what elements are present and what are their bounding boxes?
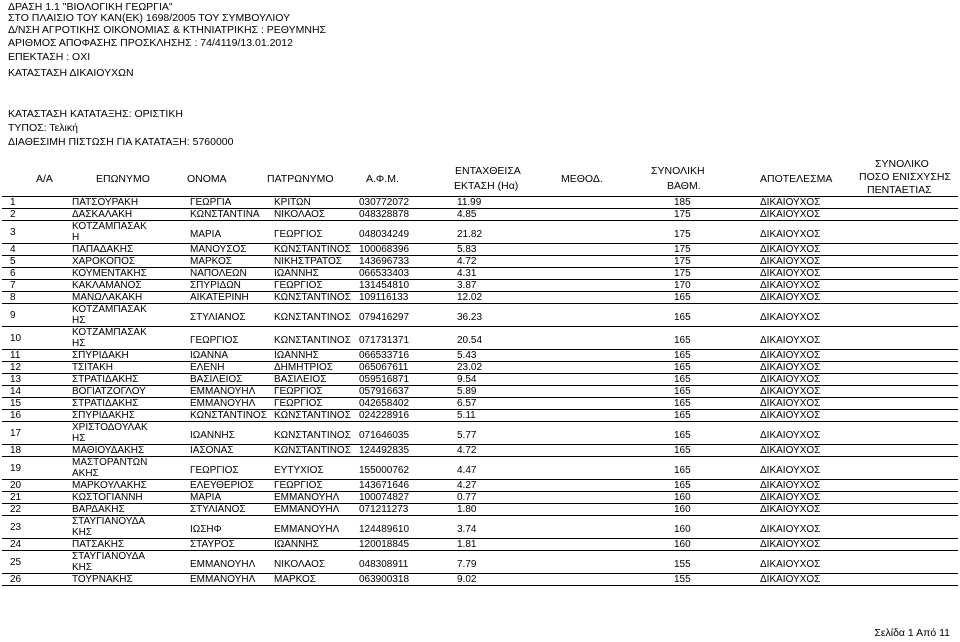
cell-result: ΔΙΚΑΙΟΥΧΟΣ: [760, 280, 821, 291]
cell-surname: ΤΣΙΤΑΚΗ: [72, 362, 113, 373]
cell-surname-line: Η: [72, 232, 80, 243]
cell-surname: [72, 551, 145, 573]
cell-result: ΔΙΚΑΙΟΥΧΟΣ: [760, 362, 821, 373]
cell-aa: 20: [10, 480, 22, 491]
cell-name: ΓΕΩΡΓΙΑ: [190, 197, 232, 208]
cell-area: 36.23: [457, 312, 483, 323]
cell-result: ΔΙΚΑΙΟΥΧΟΣ: [760, 504, 821, 515]
cell-afm: 066533716: [359, 350, 410, 361]
cell-father: ΝΙΚΟΛΑΟΣ: [274, 209, 326, 220]
cell-name: ΜΑΝΟΥΣΟΣ: [190, 244, 247, 255]
cell-area: 1.80: [457, 504, 477, 515]
cell-name: ΜΑΡΙΑ: [190, 229, 222, 240]
cell-area: 4.85: [457, 209, 477, 220]
cell-afm: 071211273: [359, 504, 409, 515]
col-name-header: ΟΝΟΜΑ: [187, 173, 227, 185]
cell-score: 165: [674, 312, 691, 323]
cell-surname-line: ΚΗΣ: [72, 562, 93, 573]
cell-name: ΓΕΩΡΓΙΟΣ: [190, 335, 239, 346]
cell-result: ΔΙΚΑΙΟΥΧΟΣ: [760, 465, 821, 476]
cell-father: ΝΙΚΟΛΑΟΣ: [274, 559, 326, 570]
cell-afm: 071646035: [359, 430, 410, 441]
cell-surname: ΚΩΣΤΟΓΙΑΝΝΗ: [72, 492, 143, 503]
cell-score: 165: [674, 350, 691, 361]
row-divider: [2, 515, 958, 516]
cell-name: ΚΩΝΣΤΑΝΤΙΝΟΣ: [190, 410, 267, 421]
cell-surname: ΣΠΥΡΙΔΑΚΗΣ: [72, 410, 135, 421]
cell-afm: 155000762: [359, 465, 410, 476]
cell-result: ΔΙΚΑΙΟΥΧΟΣ: [760, 524, 821, 535]
cell-result: ΔΙΚΑΙΟΥΧΟΣ: [760, 197, 821, 208]
cell-aa: 13: [10, 374, 22, 385]
cell-area: 12.02: [457, 292, 483, 303]
cell-surname: ΧΑΡΟΚΟΠΟΣ: [72, 256, 136, 267]
cell-area: 21.82: [457, 229, 483, 240]
cell-score: 160: [674, 492, 691, 503]
cell-father: ΓΕΩΡΓΙΟΣ: [274, 398, 323, 409]
cell-afm: 042658402: [359, 398, 410, 409]
cell-score: 160: [674, 539, 691, 550]
cell-area: 5.11: [457, 410, 476, 421]
col-afm-header: Α.Φ.Μ.: [366, 173, 399, 185]
cell-surname: ΤΟΥΡΝΑΚΗΣ: [72, 574, 133, 585]
cell-result: ΔΙΚΑΙΟΥΧΟΣ: [760, 398, 821, 409]
cell-name: ΣΤΑΥΡΟΣ: [190, 539, 235, 550]
cell-father: ΙΩΑΝΝΗΣ: [274, 350, 319, 361]
cell-father: ΓΕΩΡΓΙΟΣ: [274, 386, 323, 397]
cell-aa: 3: [10, 227, 16, 238]
cell-aa: 1: [10, 197, 16, 208]
cell-score: 175: [674, 256, 691, 267]
cell-name: ΣΠΥΡΙΔΩΝ: [190, 280, 241, 291]
cell-name: ΜΑΡΚΟΣ: [190, 256, 232, 267]
cell-surname: ΣΤΡΑΤΙΔΑΚΗΣ: [72, 398, 139, 409]
cell-name: ΚΩΝΣΤΑΝΤΙΝΑ: [190, 209, 260, 220]
cell-aa: 2: [10, 209, 16, 220]
cell-surname-line: ΚΟΤΖΑΜΠΑΣΑΚ: [72, 327, 147, 338]
col-area-header-2: ΕΚΤΑΣΗ (Ηα): [454, 180, 519, 192]
cell-afm: 030772072: [359, 197, 410, 208]
cell-score: 160: [674, 524, 691, 535]
col-score-header-2: ΒΑΘΜ.: [667, 180, 701, 192]
cell-surname: ΔΑΣΚΑΛΑΚΗ: [72, 209, 133, 220]
cell-name: ΓΕΩΡΓΙΟΣ: [190, 465, 239, 476]
cell-afm: 100074827: [359, 492, 410, 503]
cell-name: ΕΜΜΑΝΟΥΗΛ: [190, 386, 256, 397]
cell-afm: 048308911: [359, 559, 409, 570]
cell-surname: ΠΑΤΣΟΥΡΑΚΗ: [72, 197, 139, 208]
cell-name: ΙΩΑΝΝΑ: [190, 350, 229, 361]
cell-afm: 048034249: [359, 229, 410, 240]
cell-father: ΓΕΩΡΓΙΟΣ: [274, 480, 323, 491]
cell-aa: 16: [10, 410, 22, 421]
cell-father: ΚΩΝΣΤΑΝΤΙΝΟΣ: [274, 445, 351, 456]
page-number: Σελίδα 1 Από 11: [874, 627, 950, 639]
cell-area: 4.27: [457, 480, 477, 491]
header-line-4: ΑΡΙΘΜΟΣ ΑΠΟΦΑΣΗΣ ΠΡΟΣΚΛΗΣΗΣ : 74/4119/13.01.2012: [8, 37, 293, 49]
cell-result: ΔΙΚΑΙΟΥΧΟΣ: [760, 559, 821, 570]
cell-name: ΒΑΣΙΛΕΙΟΣ: [190, 374, 243, 385]
cell-aa: 11: [10, 350, 21, 361]
cell-result: ΔΙΚΑΙΟΥΧΟΣ: [760, 312, 821, 323]
col-amount-header-3: ΠΕΝΤΑΕΤΙΑΣ: [867, 184, 932, 196]
cell-aa: 4: [10, 244, 16, 255]
cell-score: 165: [674, 480, 691, 491]
cell-afm: 100068396: [359, 244, 410, 255]
cell-father: ΚΩΝΣΤΑΝΤΙΝΟΣ: [274, 335, 351, 346]
cell-surname-line: ΜΑΣΤΟΡΑΝΤΩΝ: [72, 457, 148, 468]
cell-afm: 057916637: [359, 386, 410, 397]
cell-aa: 19: [10, 463, 22, 474]
cell-area: 3.74: [457, 524, 477, 535]
cell-score: 165: [674, 398, 691, 409]
col-father-header: ΠΑΤΡΩΝΥΜΟ: [267, 173, 334, 185]
cell-score: 175: [674, 209, 691, 220]
cell-aa: 7: [10, 280, 16, 291]
cell-result: ΔΙΚΑΙΟΥΧΟΣ: [760, 244, 821, 255]
cell-result: ΔΙΚΑΙΟΥΧΟΣ: [760, 574, 821, 585]
cell-surname-line: ΚΟΤΖΑΜΠΑΣΑΚ: [72, 221, 147, 232]
cell-area: 1.81: [457, 539, 477, 550]
cell-area: 23.02: [457, 362, 483, 373]
cell-afm: 063900318: [359, 574, 410, 585]
cell-aa: 9: [10, 310, 16, 321]
cell-father: ΝΙΚΗΣΤΡΑΤΟΣ: [274, 256, 342, 267]
cell-name: ΕΜΜΑΝΟΥΗΛ: [190, 574, 256, 585]
cell-result: ΔΙΚΑΙΟΥΧΟΣ: [760, 374, 821, 385]
col-amount-header-2: ΠΟΣΟ ΕΝΙΣΧΥΣΗΣ: [859, 171, 951, 183]
cell-surname: ΜΑΘΙΟΥΔΑΚΗΣ: [72, 445, 145, 456]
cell-result: ΔΙΚΑΙΟΥΧΟΣ: [760, 292, 821, 303]
cell-father: ΙΩΑΝΝΗΣ: [274, 539, 319, 550]
cell-result: ΔΙΚΑΙΟΥΧΟΣ: [760, 430, 821, 441]
cell-area: 3.87: [457, 280, 477, 291]
cell-surname: ΒΑΡΔΑΚΗΣ: [72, 504, 125, 515]
cell-score: 155: [674, 559, 691, 570]
cell-area: 5.83: [457, 244, 477, 255]
cell-aa: 24: [10, 539, 22, 550]
cell-area: 4.72: [457, 256, 477, 267]
cell-result: ΔΙΚΑΙΟΥΧΟΣ: [760, 350, 821, 361]
cell-area: 20.54: [457, 335, 483, 346]
cell-afm: 059516871: [359, 374, 410, 385]
cell-aa: 8: [10, 292, 16, 303]
cell-score: 185: [674, 197, 691, 208]
cell-surname: [72, 516, 145, 538]
cell-score: 165: [674, 335, 691, 346]
cell-surname-line: ΗΣ: [72, 338, 86, 349]
cell-area: 7.79: [457, 559, 477, 570]
cell-aa: 10: [10, 333, 22, 344]
cell-father: ΚΩΝΣΤΑΝΤΙΝΟΣ: [274, 312, 351, 323]
cell-father: ΚΡΙΤΩΝ: [274, 197, 311, 208]
col-score-header-1: ΣΥΝΟΛΙΚΗ: [651, 165, 705, 177]
cell-area: 4.47: [457, 465, 477, 476]
cell-score: 165: [674, 362, 691, 373]
col-amount-header-1: ΣΥΝΟΛΙΚΟ: [875, 158, 929, 170]
cell-father: ΚΩΝΣΤΑΝΤΙΝΟΣ: [274, 244, 351, 255]
cell-result: ΔΙΚΑΙΟΥΧΟΣ: [760, 539, 821, 550]
cell-aa: 5: [10, 256, 16, 267]
col-area-header-1: ΕΝΤΑΧΘΕΙΣΑ: [455, 165, 521, 177]
cell-score: 165: [674, 465, 691, 476]
cell-surname: ΒΟΓΙΑΤΖΟΓΛΟΥ: [72, 386, 146, 397]
cell-aa: 12: [10, 362, 22, 373]
cell-afm: 131454810: [359, 280, 410, 291]
cell-area: 5.77: [457, 430, 477, 441]
cell-afm: 143671646: [359, 480, 410, 491]
cell-surname: [72, 304, 147, 326]
cell-result: ΔΙΚΑΙΟΥΧΟΣ: [760, 335, 821, 346]
header-line-8: ΤΥΠΟΣ: Τελική: [8, 122, 78, 134]
header-line-1: ΔΡΑΣΗ 1.1 "ΒΙΟΛΟΓΙΚΗ ΓΕΩΡΓΙΑ": [8, 1, 173, 13]
cell-name: ΕΜΜΑΝΟΥΗΛ: [190, 398, 256, 409]
cell-name: ΕΛΕΝΗ: [190, 362, 225, 373]
cell-score: 165: [674, 292, 691, 303]
cell-area: 5.89: [457, 386, 477, 397]
row-divider: [2, 550, 958, 551]
cell-afm: 024228916: [359, 410, 410, 421]
cell-father: ΕΜΜΑΝΟΥΗΛ: [274, 524, 340, 535]
cell-score: 175: [674, 268, 691, 279]
cell-afm: 143696733: [359, 256, 410, 267]
cell-area: 6.57: [457, 398, 477, 409]
cell-result: ΔΙΚΑΙΟΥΧΟΣ: [760, 445, 821, 456]
cell-afm: 124492835: [359, 445, 410, 456]
cell-score: 165: [674, 445, 691, 456]
cell-afm: 079416297: [359, 312, 410, 323]
cell-father: ΓΕΩΡΓΙΟΣ: [274, 229, 323, 240]
cell-surname-line: ΧΡΙΣΤΟΔΟΥΛΑΚ: [72, 422, 148, 433]
cell-name: ΕΛΕΥΘΕΡΙΟΣ: [190, 480, 254, 491]
cell-aa: 6: [10, 268, 16, 279]
cell-name: ΙΩΣΗΦ: [190, 524, 222, 535]
cell-afm: 109116133: [359, 292, 409, 303]
cell-surname-line: ΗΣ: [72, 433, 86, 444]
cell-result: ΔΙΚΑΙΟΥΧΟΣ: [760, 480, 821, 491]
cell-score: 165: [674, 374, 691, 385]
cell-area: 4.72: [457, 445, 477, 456]
header-line-2: ΣΤΟ ΠΛΑΙΣΙΟ ΤΟΥ ΚΑΝ(ΕΚ) 1698/2005 ΤΟΥ ΣΥΜΒΟΥΛΙΟΥ: [8, 12, 291, 24]
cell-aa: 26: [10, 574, 22, 585]
cell-aa: 15: [10, 398, 22, 409]
cell-father: ΜΑΡΚΟΣ: [274, 574, 316, 585]
cell-father: ΚΩΝΣΤΑΝΤΙΝΟΣ: [274, 292, 351, 303]
cell-area: 9.02: [457, 574, 477, 585]
cell-surname: ΜΑΡΚΟΥΛΑΚΗΣ: [72, 480, 147, 491]
header-line-3: Δ/ΝΣΗ ΑΓΡΟΤΙΚΗΣ ΟΙΚΟΝΟΜΙΑΣ & ΚΤΗΝΙΑΤΡΙΚΗΣ : ΡΕΘΥΜΝΗΣ: [8, 24, 327, 36]
cell-score: 165: [674, 410, 691, 421]
cell-result: ΔΙΚΑΙΟΥΧΟΣ: [760, 492, 821, 503]
header-line-5: ΕΠΕΚΤΑΣΗ : ΟΧΙ: [8, 51, 91, 63]
cell-aa: 17: [10, 428, 22, 439]
cell-score: 155: [674, 574, 691, 585]
cell-score: 160: [674, 504, 691, 515]
cell-result: ΔΙΚΑΙΟΥΧΟΣ: [760, 209, 821, 220]
cell-result: ΔΙΚΑΙΟΥΧΟΣ: [760, 268, 821, 279]
header-line-9: ΔΙΑΘΕΣΙΜΗ ΠΙΣΤΩΣΗ ΓΙΑ ΚΑΤΑΤΑΞΗ: 5760000: [8, 136, 234, 148]
cell-aa: 23: [10, 522, 22, 533]
header-line-6: ΚΑΤΑΣΤΑΣΗ ΔΙΚΑΙΟΥΧΩΝ: [8, 67, 134, 79]
cell-name: ΣΤΥΛΙΑΝΟΣ: [190, 312, 246, 323]
cell-surname-line: ΗΣ: [72, 315, 86, 326]
cell-area: 0.77: [457, 492, 477, 503]
cell-surname-line: ΑΚΗΣ: [72, 468, 99, 479]
cell-surname-line: ΣΤΑΥΓΙΑΝΟΥΔΑ: [72, 551, 146, 562]
cell-name: ΝΑΠΟΛΕΩΝ: [190, 268, 247, 279]
cell-surname: [72, 327, 147, 349]
cell-father: ΙΩΑΝΝΗΣ: [274, 268, 319, 279]
cell-father: ΒΑΣΙΛΕΙΟΣ: [274, 374, 327, 385]
cell-surname: ΣΤΡΑΤΙΔΑΚΗΣ: [72, 374, 139, 385]
cell-area: 4.31: [457, 268, 477, 279]
cell-name: ΑΙΚΑΤΕΡΙΝΗ: [190, 292, 249, 303]
cell-surname: ΚΟΥΜΕΝΤΑΚΗΣ: [72, 268, 147, 279]
cell-afm: 048328878: [359, 209, 410, 220]
cell-father: ΕΥΤΥΧΙΟΣ: [274, 465, 324, 476]
cell-surname-line: ΣΤΑΥΓΙΑΝΟΥΔΑ: [72, 516, 146, 527]
cell-father: ΚΩΝΣΤΑΝΤΙΝΟΣ: [274, 410, 351, 421]
cell-score: 165: [674, 386, 691, 397]
col-surname-header: ΕΠΩΝΥΜΟ: [96, 173, 150, 185]
header-line-7: ΚΑΤΑΣΤΑΣΗ ΚΑΤΑΤΑΞΗΣ: ΟΡΙΣΤΙΚΗ: [8, 108, 183, 120]
cell-afm: 065067611: [359, 362, 409, 373]
cell-result: ΔΙΚΑΙΟΥΧΟΣ: [760, 256, 821, 267]
cell-surname: ΣΠΥΡΙΔΑΚΗ: [72, 350, 129, 361]
cell-father: ΓΕΩΡΓΙΟΣ: [274, 280, 323, 291]
cell-name: ΙΑΣΟΝΑΣ: [190, 445, 234, 456]
cell-name: ΜΑΡΙΑ: [190, 492, 222, 503]
cell-aa: 25: [10, 557, 22, 568]
cell-father: ΔΗΜΗΤΡΙΟΣ: [274, 362, 333, 373]
cell-surname: [72, 457, 147, 479]
cell-aa: 14: [10, 386, 22, 397]
cell-afm: 124489610: [359, 524, 410, 535]
cell-name: ΕΜΜΑΝΟΥΗΛ: [190, 559, 256, 570]
cell-result: ΔΙΚΑΙΟΥΧΟΣ: [760, 386, 821, 397]
cell-area: 11.99: [457, 197, 482, 208]
cell-surname-line: ΚΗΣ: [72, 527, 93, 538]
cell-score: 175: [674, 244, 691, 255]
col-result-header: ΑΠΟΤΕΛΕΣΜΑ: [760, 173, 833, 185]
cell-surname: ΠΑΠΑΔΑΚΗΣ: [72, 244, 134, 255]
cell-name: ΣΤΥΛΙΑΝΟΣ: [190, 504, 246, 515]
cell-surname-line: ΚΟΤΖΑΜΠΑΣΑΚ: [72, 304, 147, 315]
cell-surname: [72, 221, 147, 243]
cell-aa: 21: [10, 492, 22, 503]
cell-father: ΕΜΜΑΝΟΥΗΛ: [274, 492, 340, 503]
cell-name: ΙΩΑΝΝΗΣ: [190, 430, 235, 441]
cell-area: 5.43: [457, 350, 477, 361]
cell-area: 9.54: [457, 374, 477, 385]
cell-father: ΕΜΜΑΝΟΥΗΛ: [274, 504, 340, 515]
cell-result: ΔΙΚΑΙΟΥΧΟΣ: [760, 410, 821, 421]
cell-result: ΔΙΚΑΙΟΥΧΟΣ: [760, 229, 821, 240]
cell-surname: ΚΑΚΛΑΜΑΝΟΣ: [72, 280, 142, 291]
cell-surname: ΜΑΝΩΛΑΚΑΚΗ: [72, 292, 143, 303]
cell-aa: 22: [10, 504, 22, 515]
cell-surname: ΠΑΤΣΑΚΗΣ: [72, 539, 125, 550]
row-divider: [2, 585, 958, 586]
cell-father: ΚΩΝΣΤΑΝΤΙΝΟΣ: [274, 430, 351, 441]
cell-score: 170: [674, 280, 691, 291]
cell-aa: 18: [10, 445, 22, 456]
col-method-header: ΜΕΘΟΔ.: [561, 173, 603, 185]
cell-score: 165: [674, 430, 691, 441]
cell-afm: 071731371: [359, 335, 410, 346]
col-aa-header: Α/Α: [36, 173, 53, 185]
cell-score: 175: [674, 229, 691, 240]
cell-afm: 066533403: [359, 268, 410, 279]
cell-afm: 120018845: [359, 539, 410, 550]
cell-surname: [72, 422, 148, 444]
